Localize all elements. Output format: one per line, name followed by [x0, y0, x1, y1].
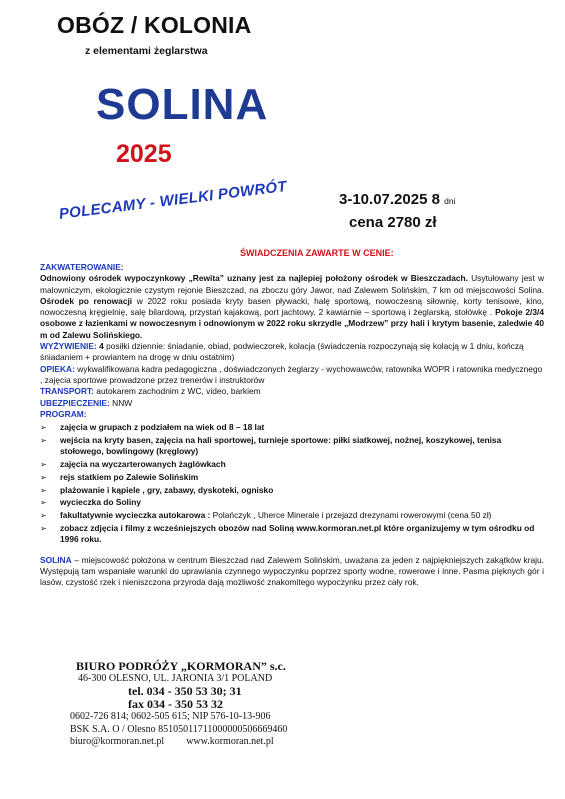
offer-details [40, 262, 544, 589]
agency-website[interactable]: www.kormoran.net.pl [186, 736, 274, 748]
transport-text: autokarem zachodnim z WC, video, barkiem [93, 386, 261, 397]
rooms-info: Pokoje 2/3/4 osobowe z łazienkami w nowoczesnym i odnowionym w 2022 roku skrzydle „Modrzew” przy hali i krytym basenie, zaledwie 40 m od Zalewu Solińskiego. [40, 307, 544, 340]
program-item-optional-trip [40, 510, 544, 521]
year-heading: 2025 [116, 140, 172, 168]
about-text: – miejscowość położona w centrum Bieszczad nad Zalewem Solińskim, uważana za jeden z najpiękniejszych zakątków kraju. Występują tam wspaniałe warunki do uprawiania czynnego wypoczynku poprzez sporty wodne, rowerowe i inne. Pasma pięknych gór i lasów, czystość rzek i nieniszczona przyroda dają możliwość znakomitego wypoczynku przez cały rok. [40, 554, 544, 588]
meals-section [40, 341, 544, 364]
benefits-title: ŚWIADCZENIA ZAWARTE W CENIE: [240, 248, 394, 258]
transport-section [40, 386, 544, 397]
insurance-text: NNW [109, 397, 133, 408]
promo-slogan: POLECAMY - WIELKI POWRÓT [58, 178, 288, 223]
meals-count: 4 [96, 341, 104, 352]
program-item: ➢ wejścia na kryty basen, zajęcia na hali sportowej, turnieje sportowe: piłki siatkowej, nożnej, koszykowej, tenisa stołowego, bowlingowy (kręglowy) [40, 435, 544, 458]
agency-phones: 0602-726 814; 0602-505 615; NIP 576-10-13-906 [70, 710, 271, 722]
agency-fax: fax 034 - 350 53 32 [128, 697, 223, 712]
trip-dates [339, 191, 455, 208]
program-item: ➢ zajęcia na wyczarterowanych żaglówkach [40, 459, 544, 470]
program-item: ➢ wycieczka do Soliny [40, 497, 544, 508]
agency-footer [58, 660, 358, 749]
accommodation-text [40, 273, 544, 341]
agency-address: 46-300 OLESNO, UL. JARONIA 3/1 POLAND [78, 672, 273, 684]
care-text: wykwalifikowana kadra pedagogiczna , doświadczonych żeglarzy - wychowawców, ratownika WOPR i ratownika medycznego , zajęcia sportowe prowadzone przez trenerów i instruktorów [40, 363, 543, 385]
page-subtitle: z elementami żeglarstwa [85, 45, 208, 57]
program-list [40, 422, 544, 545]
trip-days-unit: dni [444, 196, 456, 206]
agency-tel: tel. 034 - 350 53 30; 31 [128, 684, 242, 699]
program-item-photos: ➢ zobacz zdjęcia i filmy z wcześniejszych obozów nad Soliną www.kormoran.net.pl które organizujemy w tym ośrodku od 1996 roku. [40, 523, 544, 546]
care-heading: OPIEKA: [40, 363, 75, 374]
optional-trip-text: Polańczyk , Uherce Minerale i przejazd drezynami rowerowymi (cena 50 zł) [210, 510, 492, 521]
agency-name: BIURO PODRÓŻY „KORMORAN” s.c. [76, 659, 286, 673]
destination-heading: SOLINA [96, 80, 269, 129]
about-solina [40, 555, 544, 589]
trip-price: cena 2780 zł [349, 214, 437, 231]
accommodation-lead: Odnowiony ośrodek wypoczynkowy „Rewita” uznany jest za najlepiej położony ośrodek w Bieszczadach. [40, 273, 468, 284]
insurance-section [40, 398, 544, 409]
care-section [40, 364, 544, 387]
agency-contacts [58, 736, 358, 749]
program-item: ➢ plażowanie i kąpiele , gry, zabawy, dyskoteki, ognisko [40, 485, 544, 496]
agency-email[interactable]: biuro@kormoran.net.pl [70, 736, 165, 748]
program-item: ➢ zajęcia w grupach z podziałem na wiek od 8 – 18 lat [40, 422, 544, 433]
about-label: SOLINA [40, 554, 72, 565]
accommodation-heading: ZAKWATEROWANIE: [40, 262, 124, 272]
meals-text: posiłki dziennie: śniadanie, obiad, podwieczorek, kolacja (świadczenia rozpoczynają się kolacją w 1 dniu, kończą śniadaniem + prowiantem na drogę w dniu ostatnim) [40, 341, 524, 363]
insurance-heading: UBEZPIECZENIE: [40, 397, 110, 408]
optional-trip-label: fakultatywnie wycieczka autokarowa : [60, 510, 211, 521]
accommodation-desc: Usytułowany jest w malowniczym, ekologicznie czystym rejonie Bieszczad, na zboczu góry Jawor, nad Zalewem Solińskim, 7 km od miejscowości Solina. [40, 273, 544, 295]
meals-heading: WYŻYWIENIE: [40, 341, 97, 352]
renovation-label: Ośrodek po renowacji [40, 295, 133, 306]
program-item: ➢ rejs statkiem po Zalewie Solińskim [40, 472, 544, 483]
program-heading: PROGRAM: [40, 408, 87, 419]
page-title: OBÓZ / KOLONIA [57, 12, 252, 38]
accommodation-facilities: w 2022 roku posiada kryty basen pływacki, halę sportową, nowoczesną siłownię, korty tenisowe, kino, nowoczesną kręgielnię, salę bilardową, przystań kajakową, port jachtowy, 2 kawiarnie – sportową i żeglarską, stołówkę . [40, 295, 544, 318]
transport-heading: TRANSPORT: [40, 386, 94, 397]
agency-bank: BSK S.A. O / Olesno 85105011711000000506669460 [70, 723, 288, 735]
trip-dates-value: 3-10.07.2025 8 [339, 191, 440, 208]
